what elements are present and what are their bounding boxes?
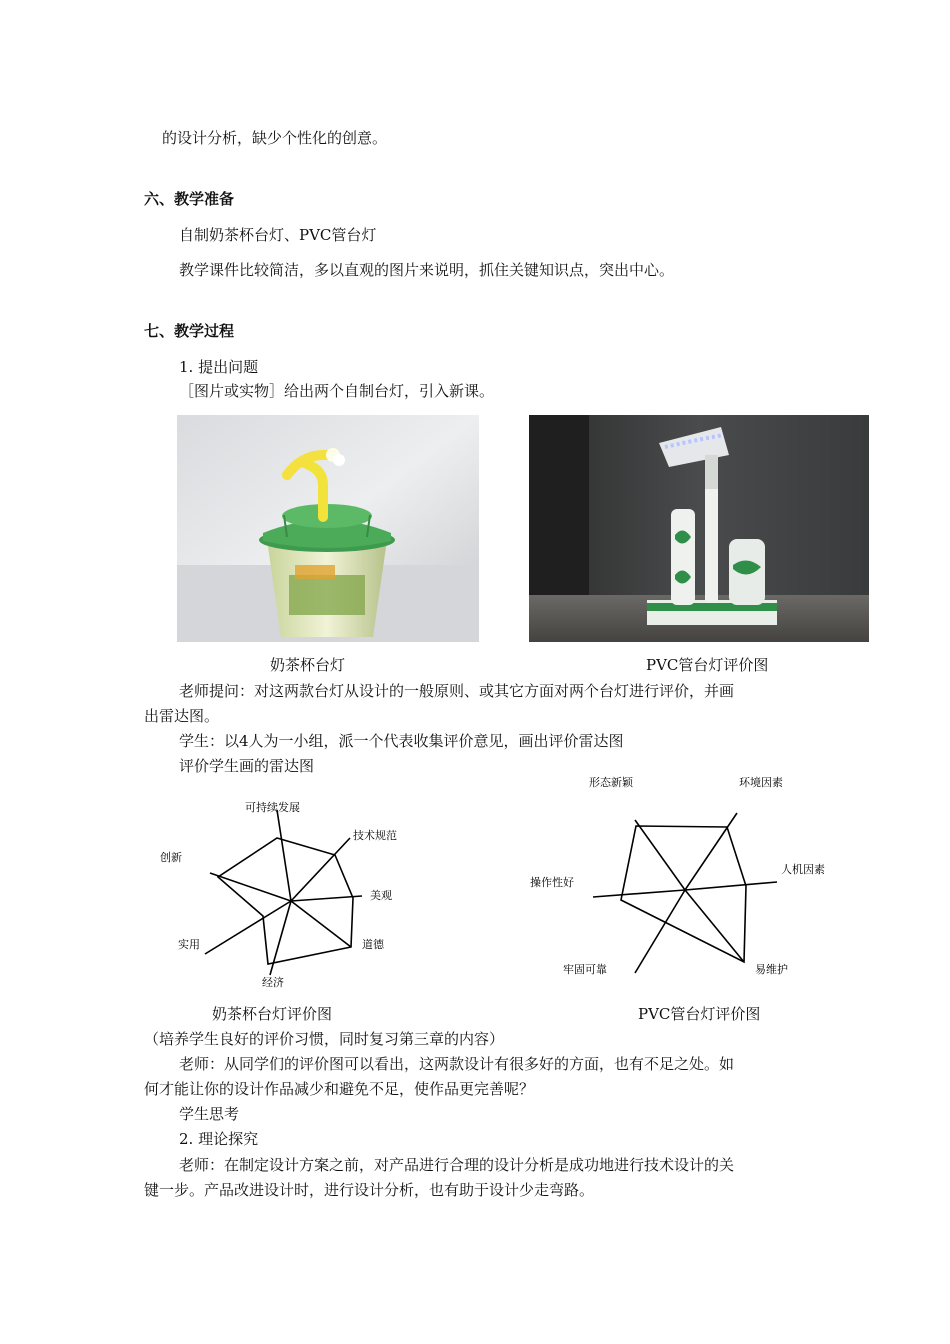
line-1: 的设计分析，缺少个性化的创意。 [162,129,388,147]
teacher-question-line1: 老师提问：对这两款台灯从设计的一般原则、或其它方面对两个台灯进行评价，并画 [179,682,735,700]
label-practical: 实用 [178,938,200,951]
evaluation-text: 评价学生画的雷达图 [179,757,315,775]
prep-item-2: 教学课件比较简洁，多以直观的图片来说明，抓住关键知识点，突出中心。 [179,261,675,279]
student-text: 学生：以4人为一小组，派一个代表收集评价意见，画出评价雷达图 [179,732,624,750]
step-1-title: 1. 提出问题 [179,358,259,376]
teacher-question-line2: 出雷达图。 [144,707,220,725]
heading-teaching-preparation: 六、教学准备 [144,190,235,208]
note-text: （培养学生良好的评价习惯，同时复习第三章的内容） [144,1030,505,1048]
pvc-lamp-photo [529,415,869,642]
teacher-theory-line2: 键一步。产品改进设计时，进行设计分析，也有助于设计少走弯路。 [144,1181,595,1199]
label-environment: 环境因素 [739,776,783,789]
label-maintainable: 易维护 [755,963,788,976]
label-aesthetics: 美观 [370,889,392,902]
step-1-text: ［图片或实物］给出两个自制台灯，引入新课。 [179,382,495,400]
label-operability: 操作性好 [530,876,574,889]
radar-caption-1: 奶茶杯台灯评价图 [212,1005,333,1023]
label-technical-spec: 技术规范 [353,829,397,842]
label-sustainable: 可持续发展 [245,801,300,814]
step-2-title: 2. 理论探究 [179,1130,259,1148]
prep-item-1: 自制奶茶杯台灯、PVC管台灯 [179,226,377,244]
photo-caption-2: PVC管台灯评价图 [646,656,769,674]
teacher-comment-line2: 何才能让你的设计作品减少和避免不足，使作品更完善呢？ [144,1080,535,1098]
label-ethics: 道德 [362,938,384,951]
milk-tea-radar-chart [150,795,430,995]
teacher-comment-line1: 老师：从同学们的评价图可以看出，这两款设计有很多好的方面，也有不足之处。如 [179,1055,735,1073]
label-novel-form: 形态新颖 [589,776,633,789]
label-ergonomics: 人机因素 [781,863,825,876]
radar-caption-2: PVC管台灯评价图 [638,1005,761,1023]
label-sturdy: 牢固可靠 [563,963,607,976]
label-economy: 经济 [262,976,284,989]
pvc-radar-chart [525,770,845,985]
teacher-theory-line1: 老师：在制定设计方案之前，对产品进行合理的设计分析是成功地进行技术设计的关 [179,1156,735,1174]
photo-caption-1: 奶茶杯台灯 [270,656,346,674]
label-innovation: 创新 [160,851,182,864]
student-think: 学生思考 [179,1105,240,1123]
milk-tea-lamp-photo [177,415,479,642]
heading-teaching-process: 七、教学过程 [144,322,235,340]
